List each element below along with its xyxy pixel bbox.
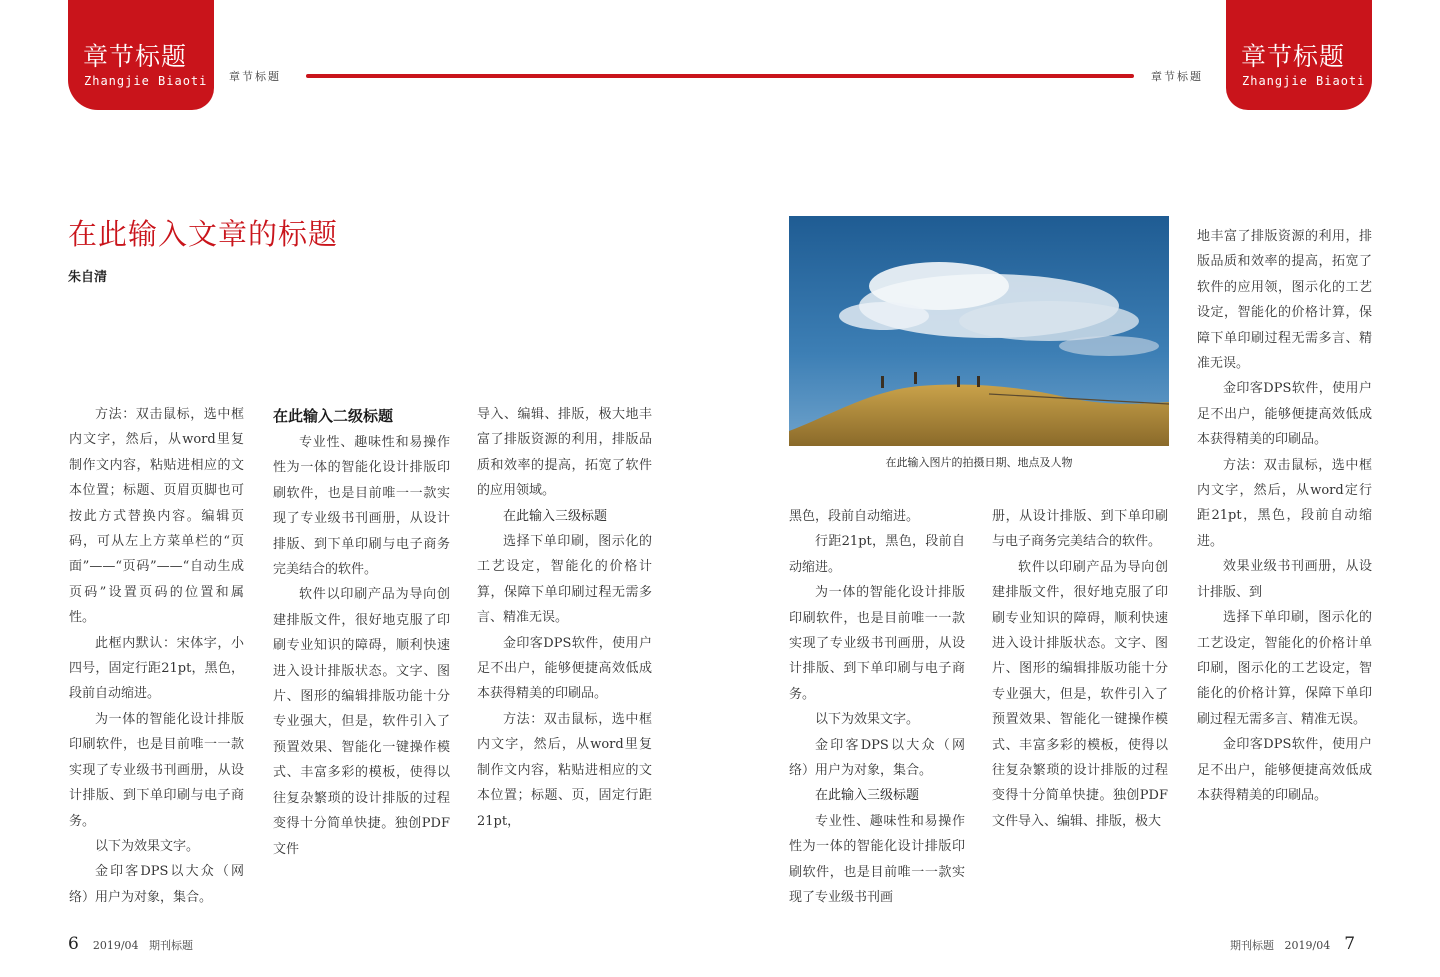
paragraph: 册，从设计排版、到下单印刷与电子商务完美结合的软件。: [992, 509, 1168, 550]
text-column-6: [1197, 224, 1372, 808]
folio-left: [68, 934, 193, 954]
paragraph: 行距21pt，黑色，段前自动缩进。: [789, 534, 965, 575]
article-title: 在此输入文章的标题: [68, 217, 339, 251]
paragraph: 选择下单印刷，图示化的工艺设定，智能化的价格计算，保障下单印刷过程无需多言、精准无误。: [477, 534, 652, 626]
article-author: 朱自清: [68, 270, 108, 285]
journal-title: 期刊标题: [1230, 939, 1274, 952]
issue-date: 2019/04: [1284, 939, 1331, 952]
paragraph: 金印客DPS以大众（网络）用户为对象，集合。: [789, 737, 965, 779]
paragraph: 方法：双击鼠标，选中框内文字，然后，从word里复制作文内容，粘贴进相应的文本位置；标题、页眉页脚也可按此方式替换内容。编辑页码，可从左上方菜单栏的“页面”——“页码”——“自动生成页码”设置页码的位置和属性。: [69, 407, 244, 626]
paragraph: 专业性、趣味性和易操作性为一体的智能化设计排版印刷软件，也是目前唯一一款实现了专业级书刊画: [789, 813, 965, 906]
paragraph: 选择下单印刷，图示化的工艺设定，智能化的价格计单印刷，图示化的工艺设定，智能化的价格计算，保障下单印刷过程无需多言、精准无误。: [1197, 610, 1372, 727]
page-number-left: 6: [68, 934, 79, 954]
journal-title: 期刊标题: [149, 939, 194, 952]
chapter-tab-title: 章节标题: [1241, 42, 1346, 71]
chapter-tab-right: [1226, 0, 1372, 110]
paragraph: 金印客DPS软件，使用户足不出户，能够便捷高效低成本获得精美的印刷品。: [477, 635, 652, 702]
heading-level-2: 在此输入二级标题: [273, 407, 394, 425]
text-column-1: [69, 402, 244, 910]
paragraph: 为一体的智能化设计排版印刷软件，也是目前唯一一款实现了专业级书刊画册，从设计排版、到下单印刷与电子商务。: [69, 711, 244, 829]
paragraph: 效果业级书刊画册，从设计排版、到: [1197, 559, 1372, 600]
issue-date: 2019/04: [92, 939, 139, 952]
paragraph: 方法：双击鼠标，选中框内文字，然后，从word定行距21pt，黑色，段前自动缩进。: [1197, 457, 1372, 549]
paragraph: 金印客DPS以大众（网络）用户为对象，集合。: [69, 864, 244, 905]
paragraph: 软件以印刷产品为导向创建排版文件，很好地克服了印刷专业知识的障碍，顺利快速进入设计排版状态。文字、图片、图形的编辑排版功能十分专业强大，但是，软件引入了预置效果、智能化一键操作模式、丰富多彩的模板，使得以往复杂繁琐的设计排版的过程变得十分简单快捷。独创PDF文件导入、编辑、排版，极大: [992, 559, 1168, 829]
paragraph: 以下为效果文字。: [95, 838, 200, 854]
running-header-left: 章节标题: [229, 70, 281, 83]
figure-caption: 在此输入图片的拍摄日期、地点及人物: [885, 456, 1073, 469]
page-number-right: 7: [1344, 934, 1356, 954]
running-header-right: 章节标题: [1151, 70, 1203, 83]
paragraph: 此框内默认：宋体字，小四号，固定行距21pt，黑色，段前自动缩进。: [69, 635, 244, 702]
heading-level-3: 在此输入三级标题: [815, 788, 920, 804]
text-column-3: [477, 402, 652, 834]
paragraph: 软件以印刷产品为导向创建排版文件，很好地克服了印刷专业知识的障碍，顺利快速进入设计排版状态。文字、图片、图形的编辑排版功能十分专业强大，但是，软件引入了预置效果、智能化一键操作模式、丰富多彩的模板，使得以往复杂繁琐的设计排版的过程变得十分简单快捷。独创PDF文件: [273, 587, 450, 857]
paragraph: 为一体的智能化设计排版印刷软件，也是目前唯一一款实现了专业级书刊画册，从设计排版、到下单印刷与电子商务。: [789, 585, 965, 702]
chapter-tab-pinyin: Zhangjie Biaoti: [84, 74, 208, 88]
text-column-4: [789, 504, 965, 911]
paragraph: 以下为效果文字。: [815, 712, 920, 728]
paragraph: 金印客DPS软件，使用户足不出户，能够便捷高效低成本获得精美的印刷品。: [1197, 381, 1372, 448]
text-column-2: [273, 402, 450, 862]
paragraph: 地丰富了排版资源的利用，排版品质和效率的提高，拓宽了软件的应用领，图示化的工艺设定，智能化的价格计算，保障下单印刷过程无需多言、精准无误。: [1197, 229, 1372, 372]
text-column-5: [992, 504, 1168, 834]
folio-right: [1230, 934, 1355, 954]
header-rule: [306, 74, 1134, 78]
paragraph: 方法：双击鼠标，选中框内文字，然后，从word里复制作文内容，粘贴进相应的文本位置；标题、页，固定行距21pt，: [477, 711, 652, 829]
paragraph: 黑色，段前自动缩进。: [789, 509, 920, 524]
paragraph: 专业性、趣味性和易操作性为一体的智能化设计排版印刷软件，也是目前唯一一款实现了专业级书刊画册，从设计排版、到下单印刷与电子商务完美结合的软件。: [273, 435, 450, 578]
paragraph: 导入、编辑、排版，极大地丰富了排版资源的利用，排版品质和效率的提高，拓宽了软件的应用领域。: [477, 407, 652, 499]
chapter-tab-pinyin: Zhangjie Biaoti: [1242, 74, 1366, 88]
chapter-tab-title: 章节标题: [83, 42, 188, 71]
heading-level-3: 在此输入三级标题: [503, 508, 608, 524]
landscape-photo: [789, 216, 1169, 446]
paragraph: 金印客DPS软件，使用户足不出户，能够便捷高效低成本获得精美的印刷品。: [1197, 737, 1372, 803]
landscape-photo-image: [789, 216, 1169, 446]
chapter-tab-left: [68, 0, 214, 110]
